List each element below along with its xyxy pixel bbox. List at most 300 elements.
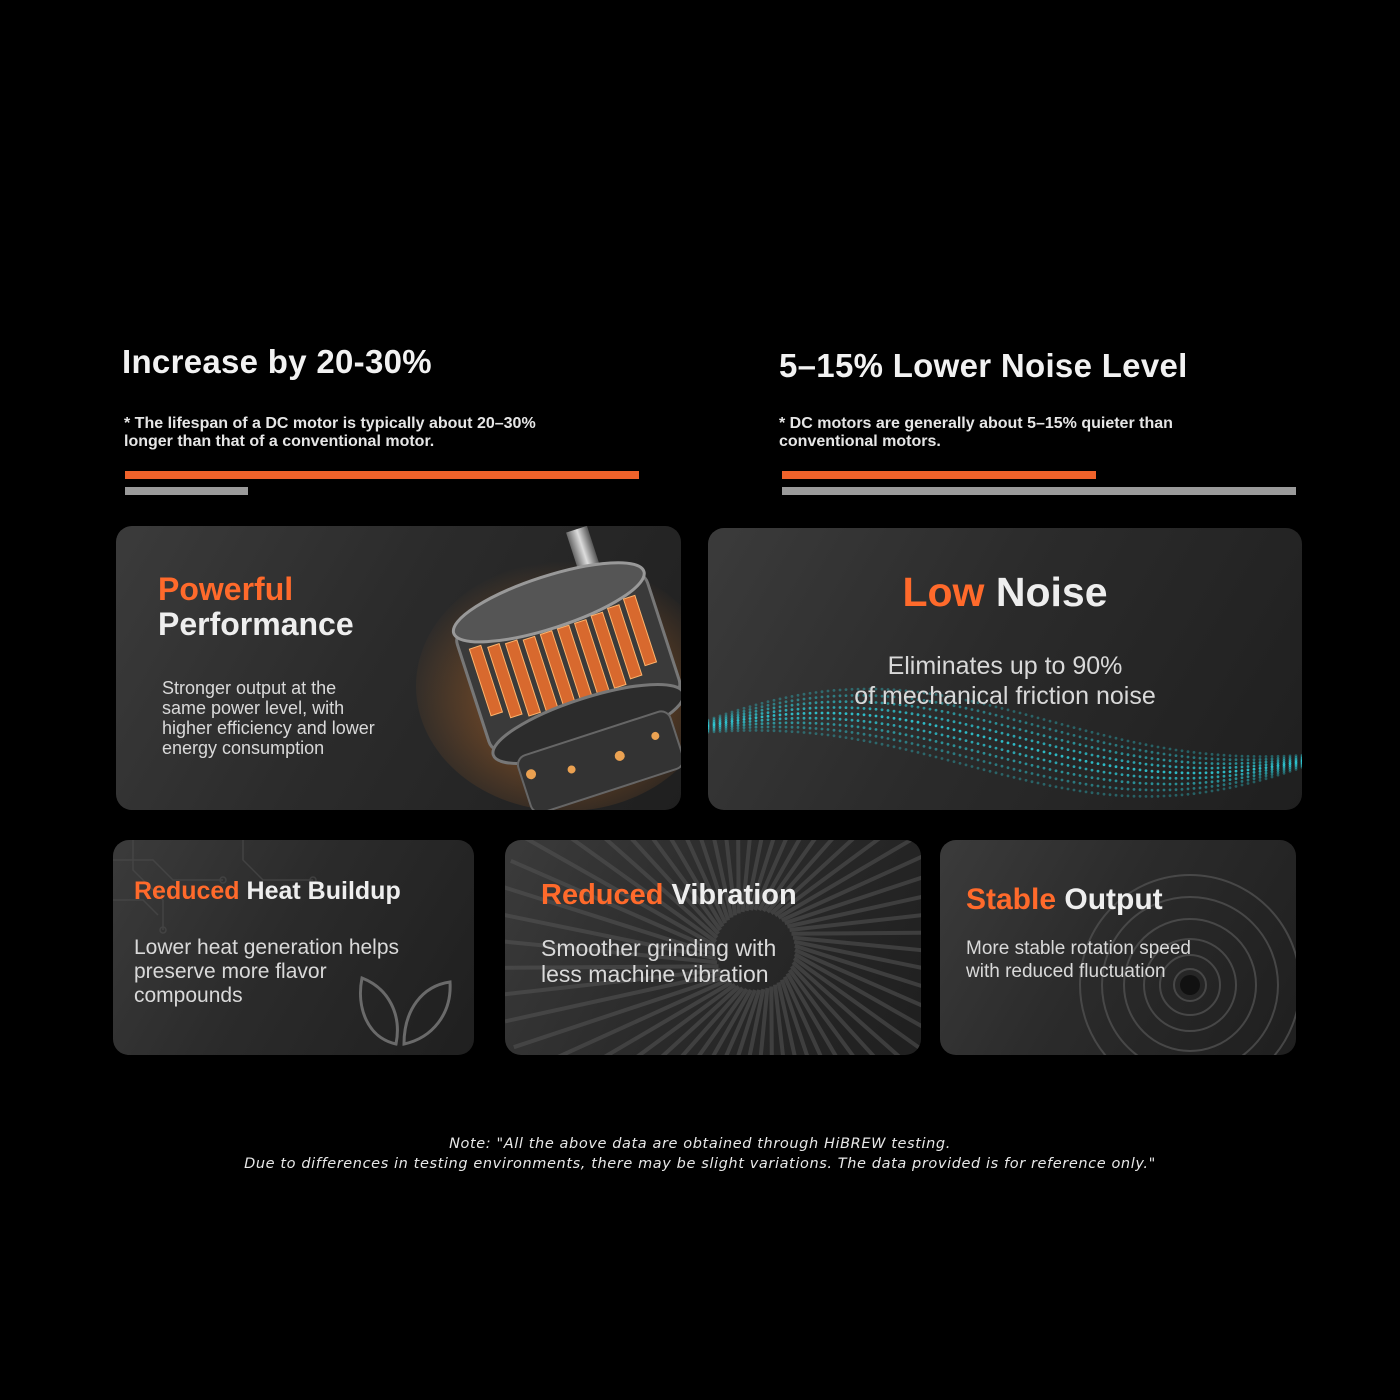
wave-dot bbox=[1133, 741, 1136, 744]
powerful-text-line: energy consumption bbox=[162, 738, 325, 758]
wave-dot bbox=[1205, 757, 1208, 760]
wave-dot bbox=[1049, 776, 1052, 779]
wave-dot bbox=[1157, 783, 1160, 786]
wave-dot bbox=[797, 721, 800, 724]
wave-dot bbox=[1277, 774, 1280, 777]
wave-dot bbox=[1187, 782, 1190, 785]
wave-dot bbox=[1259, 758, 1262, 761]
wave-dot bbox=[1169, 759, 1172, 762]
wave-dot bbox=[1037, 741, 1040, 744]
wave-dot bbox=[1103, 785, 1106, 788]
wave-dot bbox=[977, 742, 980, 745]
wave-dot bbox=[773, 714, 776, 717]
wave-dot bbox=[1187, 761, 1190, 764]
wave-dot bbox=[1169, 777, 1172, 780]
wave-dot bbox=[1007, 742, 1010, 745]
wave-dot bbox=[887, 716, 890, 719]
wave-dot bbox=[911, 742, 914, 745]
wave-dot bbox=[1229, 766, 1232, 769]
wave-dot bbox=[1193, 787, 1196, 790]
wave-dot bbox=[1151, 757, 1154, 760]
wave-dot bbox=[1187, 772, 1190, 775]
wave-dot bbox=[731, 729, 734, 732]
wave-dot bbox=[803, 712, 806, 715]
wave-dot bbox=[947, 727, 950, 730]
heat-title-accent: Reduced bbox=[134, 877, 240, 905]
wave-dot bbox=[1157, 770, 1160, 773]
wave-dot bbox=[1037, 774, 1040, 777]
wave-dot bbox=[1061, 779, 1064, 782]
wave-dot bbox=[989, 753, 992, 756]
wave-dot bbox=[1073, 765, 1076, 768]
wave-dot bbox=[1265, 761, 1268, 764]
wave-dot bbox=[797, 726, 800, 729]
wave-dot bbox=[1175, 788, 1178, 791]
wave-dot bbox=[905, 726, 908, 729]
reduced-heat-card bbox=[113, 840, 474, 1055]
vibration-text-line: less machine vibration bbox=[541, 961, 769, 987]
wave-dot bbox=[869, 721, 872, 724]
wave-dot bbox=[1133, 761, 1136, 764]
wave-dot bbox=[995, 730, 998, 733]
wave-dot bbox=[977, 726, 980, 729]
wave-dot bbox=[953, 760, 956, 763]
wave-dot bbox=[1067, 733, 1070, 736]
wave-dot bbox=[1001, 732, 1004, 735]
wave-dot bbox=[833, 729, 836, 732]
wave-dot bbox=[929, 723, 932, 726]
wave-dot bbox=[1121, 780, 1124, 783]
wave-dot bbox=[863, 733, 866, 736]
wave-dot bbox=[1187, 766, 1190, 769]
wave-dot bbox=[803, 731, 806, 734]
wave-dot bbox=[1199, 762, 1202, 765]
wave-dot bbox=[1031, 756, 1034, 759]
wave-dot bbox=[1181, 788, 1184, 791]
wave-dot bbox=[1241, 766, 1244, 769]
wave-dot bbox=[1169, 765, 1172, 768]
wave-dot bbox=[1073, 757, 1076, 760]
wave-dot bbox=[1133, 781, 1136, 784]
wave-dot bbox=[749, 714, 752, 717]
wave-dot bbox=[1067, 788, 1070, 791]
wave-dot bbox=[1151, 751, 1154, 754]
wave-dot bbox=[1253, 771, 1256, 774]
wave-dot bbox=[1133, 754, 1136, 757]
wave-dot bbox=[971, 716, 974, 719]
wave-dot bbox=[1007, 750, 1010, 753]
wave-dot bbox=[959, 722, 962, 725]
wave-dot bbox=[977, 750, 980, 753]
wave-dot bbox=[947, 743, 950, 746]
wave-dot bbox=[1133, 795, 1136, 798]
wave-dot bbox=[953, 712, 956, 715]
wave-dot bbox=[1097, 792, 1100, 795]
wave-dot bbox=[953, 744, 956, 747]
wave-dot bbox=[1217, 753, 1220, 756]
wave-dot bbox=[989, 729, 992, 732]
wave-dot bbox=[1217, 784, 1220, 787]
wave-dot bbox=[863, 713, 866, 716]
wave-dot bbox=[773, 718, 776, 721]
wave-dot bbox=[1091, 761, 1094, 764]
wave-dot bbox=[809, 727, 812, 730]
noise-conventional-bar bbox=[782, 487, 1296, 495]
wave-dot bbox=[767, 718, 770, 721]
wave-dot bbox=[935, 740, 938, 743]
wave-dot bbox=[1001, 748, 1004, 751]
wave-dot bbox=[1139, 795, 1142, 798]
wave-dot bbox=[1265, 769, 1268, 772]
wave-dot bbox=[1277, 764, 1280, 767]
wave-dot bbox=[773, 726, 776, 729]
wave-dot bbox=[1169, 748, 1172, 751]
wave-dot bbox=[905, 711, 908, 714]
wave-dot bbox=[779, 730, 782, 733]
wave-dot bbox=[929, 739, 932, 742]
wave-dot bbox=[1073, 726, 1076, 729]
wave-dot bbox=[737, 716, 740, 719]
wave-dot bbox=[1253, 758, 1256, 761]
heat-title-rest: Heat Buildup bbox=[246, 877, 401, 905]
wave-dot bbox=[1229, 758, 1232, 761]
wave-dot bbox=[1079, 790, 1082, 793]
wave-dot bbox=[821, 722, 824, 725]
wave-dot bbox=[1163, 753, 1166, 756]
wave-dot bbox=[767, 726, 770, 729]
wave-dot bbox=[869, 727, 872, 730]
wave-dot bbox=[1025, 754, 1028, 757]
vibration-title-accent: Reduced bbox=[541, 879, 664, 911]
wave-dot bbox=[1265, 758, 1268, 761]
wave-dot bbox=[1241, 773, 1244, 776]
wave-dot bbox=[1067, 772, 1070, 775]
wave-dot bbox=[1175, 783, 1178, 786]
wave-dot bbox=[1115, 758, 1118, 761]
wave-dot bbox=[725, 730, 728, 733]
wave-dot bbox=[965, 755, 968, 758]
wave-dot bbox=[911, 712, 914, 715]
wave-dot bbox=[1217, 771, 1220, 774]
wave-dot bbox=[1067, 780, 1070, 783]
wave-dot bbox=[917, 728, 920, 731]
wave-dot bbox=[1031, 748, 1034, 751]
wave-dot bbox=[737, 711, 740, 714]
wave-dot bbox=[1019, 753, 1022, 756]
wave-dot bbox=[791, 717, 794, 720]
stable-description bbox=[966, 937, 1191, 983]
wave-dot bbox=[1163, 747, 1166, 750]
wave-dot bbox=[1199, 782, 1202, 785]
powerful-title-accent: Powerful bbox=[158, 571, 294, 607]
wave-dot bbox=[821, 717, 824, 720]
wave-dot bbox=[1103, 749, 1106, 752]
wave-dot bbox=[1079, 766, 1082, 769]
wave-dot bbox=[1223, 783, 1226, 786]
wave-dot bbox=[1121, 787, 1124, 790]
wave-dot bbox=[965, 739, 968, 742]
wave-dot bbox=[1223, 762, 1226, 765]
wave-dot bbox=[1139, 769, 1142, 772]
wave-dot bbox=[929, 754, 932, 757]
wave-dot bbox=[1229, 778, 1232, 781]
noise-stat-note bbox=[779, 415, 1279, 451]
wave-dot bbox=[1109, 764, 1112, 767]
turbine-blade bbox=[792, 932, 922, 934]
wave-dot bbox=[1247, 769, 1250, 772]
wave-dot bbox=[833, 734, 836, 737]
wave-dot bbox=[1025, 746, 1028, 749]
wave-dot bbox=[1139, 742, 1142, 745]
wave-dot bbox=[977, 767, 980, 770]
wave-dot bbox=[839, 718, 842, 721]
wave-dot bbox=[827, 728, 830, 731]
wave-dot bbox=[971, 749, 974, 752]
wave-dot bbox=[1271, 770, 1274, 773]
wave-dot bbox=[1229, 786, 1232, 789]
wave-dot bbox=[1121, 759, 1124, 762]
lifespan-note-line2: longer than that of a conventional motor. bbox=[124, 433, 435, 450]
lifespan-note-line1: * The lifespan of a DC motor is typically about 20–30% bbox=[124, 415, 536, 432]
wave-dot bbox=[839, 735, 842, 738]
wave-dot bbox=[1259, 776, 1262, 779]
wave-dot bbox=[1091, 754, 1094, 757]
wave-dot bbox=[1151, 789, 1154, 792]
wave-dot bbox=[1175, 749, 1178, 752]
wave-dot bbox=[1157, 758, 1160, 761]
wave-dot bbox=[1265, 755, 1268, 758]
wave-dot bbox=[1127, 746, 1130, 749]
wave-dot bbox=[989, 721, 992, 724]
wave-dot bbox=[1085, 775, 1088, 778]
wave-dot bbox=[887, 737, 890, 740]
wave-dot bbox=[1265, 777, 1268, 780]
wave-dot bbox=[1253, 761, 1256, 764]
wave-dot bbox=[803, 717, 806, 720]
wave-dot bbox=[929, 746, 932, 749]
wave-dot bbox=[893, 731, 896, 734]
wave-dot bbox=[1055, 745, 1058, 748]
wave-dot bbox=[1223, 758, 1226, 761]
wave-dot bbox=[1049, 736, 1052, 739]
wave-dot bbox=[1193, 761, 1196, 764]
wave-dot bbox=[1055, 785, 1058, 788]
powerful-description bbox=[162, 678, 375, 758]
wave-dot bbox=[1109, 779, 1112, 782]
wave-dot bbox=[929, 715, 932, 718]
noise-note-line1: * DC motors are generally about 5–15% quieter than bbox=[779, 415, 1173, 432]
wave-dot bbox=[821, 733, 824, 736]
wave-dot bbox=[1259, 767, 1262, 770]
wave-dot bbox=[1109, 735, 1112, 738]
wave-dot bbox=[1001, 773, 1004, 776]
wave-dot bbox=[1247, 775, 1250, 778]
wave-dot bbox=[1061, 731, 1064, 734]
wave-dot bbox=[863, 720, 866, 723]
footnote-line1: Note: "All the above data are obtained through HiBREW testing. bbox=[449, 1136, 951, 1152]
wave-dot bbox=[1157, 776, 1160, 779]
wave-dot bbox=[1025, 713, 1028, 716]
wave-dot bbox=[1043, 783, 1046, 786]
wave-dot bbox=[737, 724, 740, 727]
wave-dot bbox=[1151, 770, 1154, 773]
noise-note-line2: conventional motors. bbox=[779, 433, 941, 450]
wave-dot bbox=[1235, 777, 1238, 780]
wave-dot bbox=[1127, 774, 1130, 777]
wave-dot bbox=[1235, 755, 1238, 758]
wave-dot bbox=[815, 732, 818, 735]
wave-dot bbox=[1049, 768, 1052, 771]
powerful-title bbox=[158, 572, 354, 642]
wave-dot bbox=[749, 723, 752, 726]
wave-dot bbox=[1019, 778, 1022, 781]
wave-dot bbox=[1025, 763, 1028, 766]
wave-dot bbox=[1115, 787, 1118, 790]
wave-dot bbox=[851, 719, 854, 722]
wave-dot bbox=[815, 712, 818, 715]
wave-dot bbox=[1241, 762, 1244, 765]
wave-dot bbox=[1151, 795, 1154, 798]
wave-dot bbox=[857, 738, 860, 741]
wave-dot bbox=[1037, 733, 1040, 736]
wave-dot bbox=[1085, 783, 1088, 786]
wave-dot bbox=[899, 718, 902, 721]
wave-dot bbox=[737, 722, 740, 725]
wave-dot bbox=[1163, 765, 1166, 768]
wave-dot bbox=[1025, 771, 1028, 774]
wave-dot bbox=[953, 736, 956, 739]
wave-dot bbox=[1169, 754, 1172, 757]
wave-dot bbox=[1079, 743, 1082, 746]
wave-dot bbox=[983, 760, 986, 763]
testing-footnote bbox=[0, 1134, 1400, 1174]
wave-dot bbox=[761, 729, 764, 732]
wave-dot bbox=[1079, 751, 1082, 754]
wave-dot bbox=[1247, 762, 1250, 765]
wave-dot bbox=[911, 727, 914, 730]
wave-dot bbox=[737, 729, 740, 732]
wave-dot bbox=[1169, 771, 1172, 774]
wave-dot bbox=[767, 715, 770, 718]
wave-dot bbox=[875, 715, 878, 718]
wave-dot bbox=[1061, 771, 1064, 774]
wave-dot bbox=[1055, 753, 1058, 756]
wave-dot bbox=[1271, 773, 1274, 776]
wave-dot bbox=[941, 757, 944, 760]
wave-dot bbox=[923, 753, 926, 756]
wave-dot bbox=[815, 717, 818, 720]
wave-dot bbox=[1013, 718, 1016, 721]
wave-dot bbox=[1019, 712, 1022, 715]
wave-dot bbox=[857, 732, 860, 735]
wave-dot bbox=[959, 746, 962, 749]
wave-dot bbox=[1115, 751, 1118, 754]
wave-dot bbox=[1067, 764, 1070, 767]
wave-dot bbox=[959, 730, 962, 733]
wave-dot bbox=[797, 712, 800, 715]
wave-dot bbox=[923, 730, 926, 733]
wave-dot bbox=[1139, 755, 1142, 758]
wave-dot bbox=[743, 721, 746, 724]
wave-dot bbox=[899, 747, 902, 750]
wave-dot bbox=[1193, 751, 1196, 754]
wave-dot bbox=[965, 715, 968, 718]
wave-dot bbox=[1163, 771, 1166, 774]
wave-dot bbox=[995, 722, 998, 725]
wave-dot bbox=[1223, 775, 1226, 778]
wave-dot bbox=[1247, 772, 1250, 775]
wave-dot bbox=[977, 734, 980, 737]
wave-dot bbox=[1193, 756, 1196, 759]
wave-dot bbox=[845, 736, 848, 739]
wave-dot bbox=[1001, 765, 1004, 768]
wave-dot bbox=[857, 719, 860, 722]
wave-dot bbox=[1247, 758, 1250, 761]
turbine-blade bbox=[779, 840, 922, 918]
wave-dot bbox=[1139, 782, 1142, 785]
wave-dot bbox=[1187, 793, 1190, 796]
wave-dot bbox=[1133, 748, 1136, 751]
wave-dot bbox=[1175, 777, 1178, 780]
wave-dot bbox=[983, 744, 986, 747]
wave-dot bbox=[1253, 755, 1256, 758]
wave-dot bbox=[1247, 779, 1250, 782]
wave-dot bbox=[959, 738, 962, 741]
wave-dot bbox=[857, 713, 860, 716]
stable-text-line: with reduced fluctuation bbox=[966, 961, 1166, 982]
wave-dot bbox=[875, 742, 878, 745]
wave-dot bbox=[1067, 748, 1070, 751]
wave-dot bbox=[1235, 766, 1238, 769]
wave-dot bbox=[989, 762, 992, 765]
wave-dot bbox=[1211, 785, 1214, 788]
wave-dot bbox=[1061, 787, 1064, 790]
wave-dot bbox=[1103, 756, 1106, 759]
wave-dot bbox=[1259, 770, 1262, 773]
wave-dot bbox=[1013, 743, 1016, 746]
powerful-text-line: higher efficiency and lower bbox=[162, 718, 375, 738]
wave-dot bbox=[1139, 788, 1142, 791]
wave-dot bbox=[1031, 731, 1034, 734]
wave-dot bbox=[779, 714, 782, 717]
wave-dot bbox=[899, 732, 902, 735]
wave-dot bbox=[1097, 762, 1100, 765]
wave-dot bbox=[1139, 762, 1142, 765]
wave-dot bbox=[863, 726, 866, 729]
wave-dot bbox=[1205, 762, 1208, 765]
wave-dot bbox=[731, 715, 734, 718]
wave-dot bbox=[893, 717, 896, 720]
wave-dot bbox=[851, 731, 854, 734]
wave-dot bbox=[1145, 756, 1148, 759]
vibration-title bbox=[541, 880, 797, 912]
wave-dot bbox=[977, 759, 980, 762]
wave-dot bbox=[965, 731, 968, 734]
wave-dot bbox=[1229, 782, 1232, 785]
wave-dot bbox=[1073, 742, 1076, 745]
wave-dot bbox=[1013, 768, 1016, 771]
stable-title-accent: Stable bbox=[966, 883, 1057, 916]
wave-dot bbox=[791, 713, 794, 716]
wave-dot bbox=[1055, 729, 1058, 732]
wave-dot bbox=[1043, 767, 1046, 770]
heat-description bbox=[134, 936, 399, 1008]
wave-dot bbox=[869, 714, 872, 717]
wave-dot bbox=[1013, 760, 1016, 763]
wave-dot bbox=[1181, 766, 1184, 769]
wave-dot bbox=[1073, 773, 1076, 776]
wave-dot bbox=[1043, 759, 1046, 762]
